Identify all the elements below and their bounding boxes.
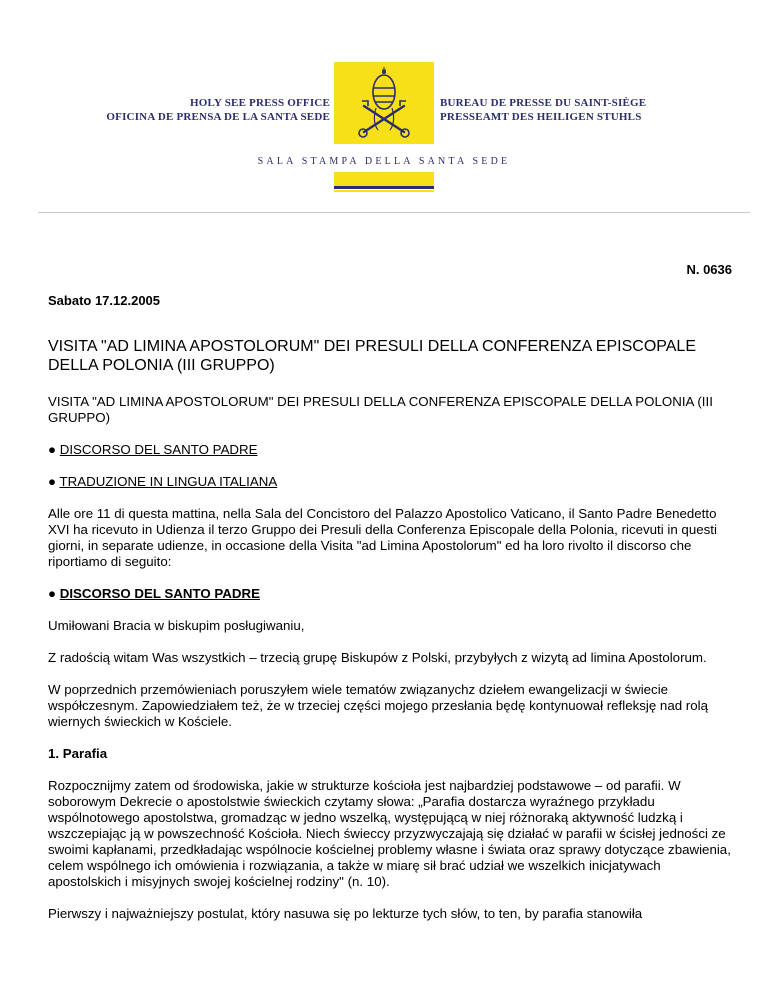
section-heading-label: DISCORSO DEL SANTO PADRE	[59, 586, 260, 601]
link-discorso-label[interactable]: DISCORSO DEL SANTO PADRE	[59, 442, 258, 457]
paragraph: Umiłowani Bracia w biskupim posługiwaniu,	[48, 618, 305, 633]
emblem-stripe-navy	[334, 186, 434, 189]
link-traduzione-label[interactable]: TRADUZIONE IN LINGUA ITALIANA	[59, 474, 278, 489]
bulletin-title: VISITA "AD LIMINA APOSTOLORUM" DEI PRESULI DELLA CONFERENZA EPISCOPALE DELLA POLONIA (III GRUPPO)	[48, 338, 696, 374]
bulletin-number: N. 0636	[686, 262, 732, 277]
header-right-line1: BUREAU DE PRESSE DU SAINT-SIÈGE	[440, 97, 647, 109]
header-divider	[38, 212, 750, 213]
emblem-stripe-yellow	[334, 172, 434, 186]
paragraph: Z radością witam Was wszystkich – trzecią grupę Biskupów z Polski, przybyłych z wizytą ad limina Apostolorum.	[48, 650, 707, 665]
press-office-header	[0, 0, 768, 200]
paragraph: W poprzednich przemówieniach poruszyłem wiele tematów związanychz dziełem ewangelizacji w świecie współczesnym. Zapowiedziałem też, że w trzeciej części mojego przesłania będę kontynuował refleksję nad rolą wiernych świeckich w Kościele.	[48, 682, 708, 729]
link-traduzione[interactable]: ● TRADUZIONE IN LINGUA ITALIANA	[48, 474, 278, 489]
paragraph: Rozpocznijmy zatem od środowiska, jakie w strukturze kościoła jest najbardziej podstawowe – od parafii. W soborowym Dekrecie o apostolstwie świeckich czytamy słowa: „Parafia dostarcza wyraźnego przykładu wspólnotowego apostolstwa, gromadząc w jedno wszelką, występującą w niej różnoraką aktywność ludzką i wszczepiając ją w powszechność Kościoła. Niech świeccy przyzwyczajają się działać w parafii w ścisłej jedności ze swoimi kapłanami, przedkładając wspólnocie kościelnej problemy własne i świata oraz sprawy dotyczące zbawienia, celem wspólnego ich omówienia i rozwiązania, a także w miarę sił brać udział we wszelkich inicjatywach apostolskich i misyjnych swojej kościelnej rodziny" (n. 10).	[48, 778, 731, 889]
header-right-line2: PRESSEAMT DES HEILIGEN STUHLS	[440, 111, 642, 123]
paragraph: Pierwszy i najważniejszy postulat, który nasuwa się po lekturze tych słów, to ten, by parafia stanowiła	[48, 906, 643, 921]
link-discorso[interactable]: ● DISCORSO DEL SANTO PADRE	[48, 442, 258, 457]
header-left-line2: OFICINA DE PRENSA DE LA SANTA SEDE	[106, 111, 330, 123]
bulletin-date: Sabato 17.12.2005	[48, 293, 161, 308]
bulletin-content	[48, 262, 732, 938]
bulletin-subtitle: VISITA "AD LIMINA APOSTOLORUM" DEI PRESULI DELLA CONFERENZA EPISCOPALE DELLA POLONIA (III GRUPPO)	[48, 394, 713, 425]
subheading-parafia: 1. Parafia	[48, 746, 108, 761]
header-left-text	[106, 96, 330, 124]
header-left-line1: HOLY SEE PRESS OFFICE	[189, 97, 330, 109]
header-right-text	[440, 96, 646, 124]
emblem-stripe-yellow-thin	[334, 190, 434, 192]
section-heading: ● DISCORSO DEL SANTO PADRE	[48, 586, 260, 601]
papal-keys-tiara-emblem-icon	[334, 62, 434, 144]
sala-stampa-title: SALA STAMPA DELLA SANTA SEDE	[257, 156, 511, 167]
intro-paragraph: Alle ore 11 di questa mattina, nella Sala del Concistoro del Palazzo Apostolico Vaticano, il Santo Padre Benedetto XVI ha ricevuto in Udienza il terzo Gruppo dei Presuli della Conferenza Episcopale della Polonia, ricevuti in questi giorni, in separate udienze, in occasione della Visita "ad Limina Apostolorum" ed ha loro rivolto il discorso che riportiamo di seguito:	[48, 506, 717, 569]
